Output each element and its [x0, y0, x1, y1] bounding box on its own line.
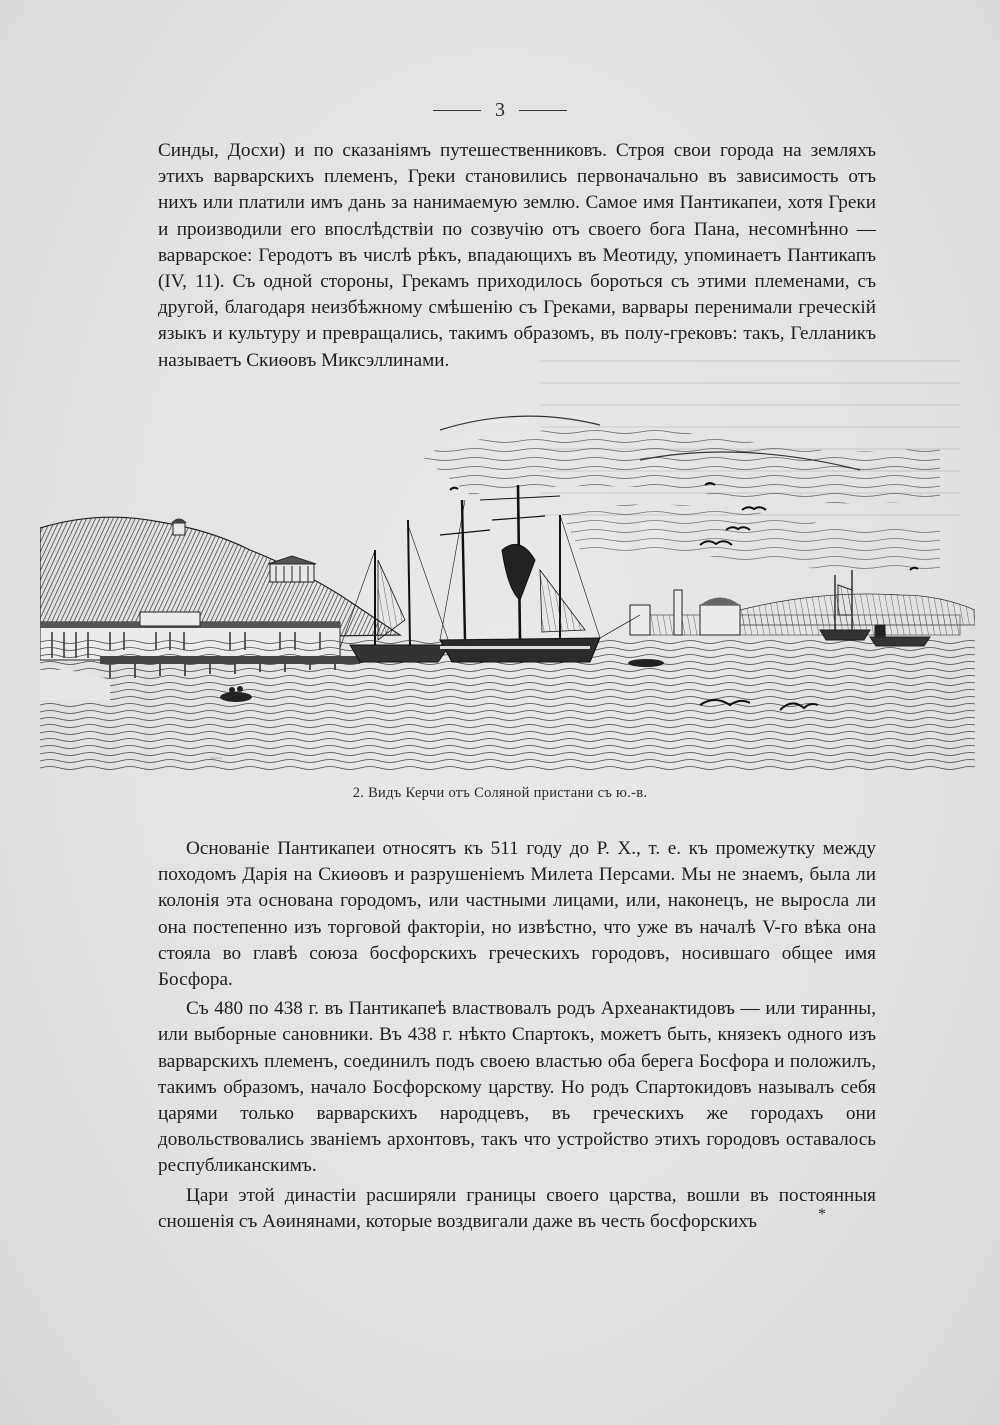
page-header	[0, 98, 1000, 122]
header-rule-right	[519, 110, 567, 111]
engraver-signature: ~~~~	[210, 756, 222, 762]
paragraph: Цари этой династіи расширяли границы своего царства, вошли въ постоянныя сношенія съ Аѳинянами, которые воздвигали даже въ честь босфорскихъ	[158, 1184, 876, 1232]
temple-icon	[268, 556, 316, 582]
engraving-kerch-harbor	[40, 400, 975, 770]
page-number: 3	[495, 99, 505, 121]
text-block-bottom	[158, 836, 876, 1235]
text-block-top	[158, 138, 876, 374]
paragraph: Съ 480 по 438 г. въ Пантикапеѣ властвовалъ родъ Археанактидовъ — или тиранны, или выборные сановники. Въ 438 г. нѣкто Спартокъ, можетъ быть, князекъ одного изъ варварскихъ племенъ, соединилъ подъ своею властью оба берега Босфора и положилъ, такимъ образомъ, начало Босфорскому царству. Но родъ Спартокидовъ называлъ себя царями только варварскихъ народцевъ, въ греческихъ же городахъ они довольствовались званіемъ архонтовъ, такъ что устройство этихъ городовъ оставалось республиканскимъ.	[158, 998, 876, 1177]
cloud-hatching	[420, 416, 940, 571]
hilltop-chapel-icon	[171, 519, 187, 536]
figure-caption: 2. Видъ Керчи отъ Соляной пристани съ ю.-в.	[352, 785, 648, 801]
paragraph: Синды, Досхи) и по сказаніямъ путешественниковъ. Строя свои города на земляхъ этихъ варварскихъ племенъ, Греки становились первоначально въ зависимость отъ нихъ или платили имъ дань за нанимаемую землю. Самое имя Пантикапеи, хотя Греки и производили его впослѣдствіи по созвучію отъ своего бога Пана, несомнѣнно — варварское: Геродотъ въ числѣ рѣкъ, впадающихъ въ Меотиду, упоминаетъ Пантикапъ (IV, 11). Съ одной стороны, Грекамъ приходилось бороться съ этими племенами, съ другой, благодаря неизбѣжному смѣшенію съ Греками, варвары перенимали греческій языкъ и культуру и превращались, такимъ образомъ, въ полу-грековъ: такъ, Гелланикъ называетъ Скиѳовъ Миксэллинами.	[158, 140, 876, 371]
signature-mark: *	[818, 1206, 826, 1223]
paragraph: Основаніе Пантикапеи относятъ къ 511 году до Р. Х., т. е. къ промежутку между походомъ Дарія на Скиѳовъ и разрушеніемъ Милета Персами. Мы не знаемъ, была ли колонія эта основана городомъ, или частными лицами, или, наконецъ, не выросла ли она постепенно изъ торговой факторіи, но извѣстно, что уже въ началѣ V-го вѣка она стояла во главѣ союза босфорскихъ греческихъ городовъ, носившаго общее имя Босфора.	[158, 838, 876, 991]
header-rule-left	[433, 110, 481, 111]
